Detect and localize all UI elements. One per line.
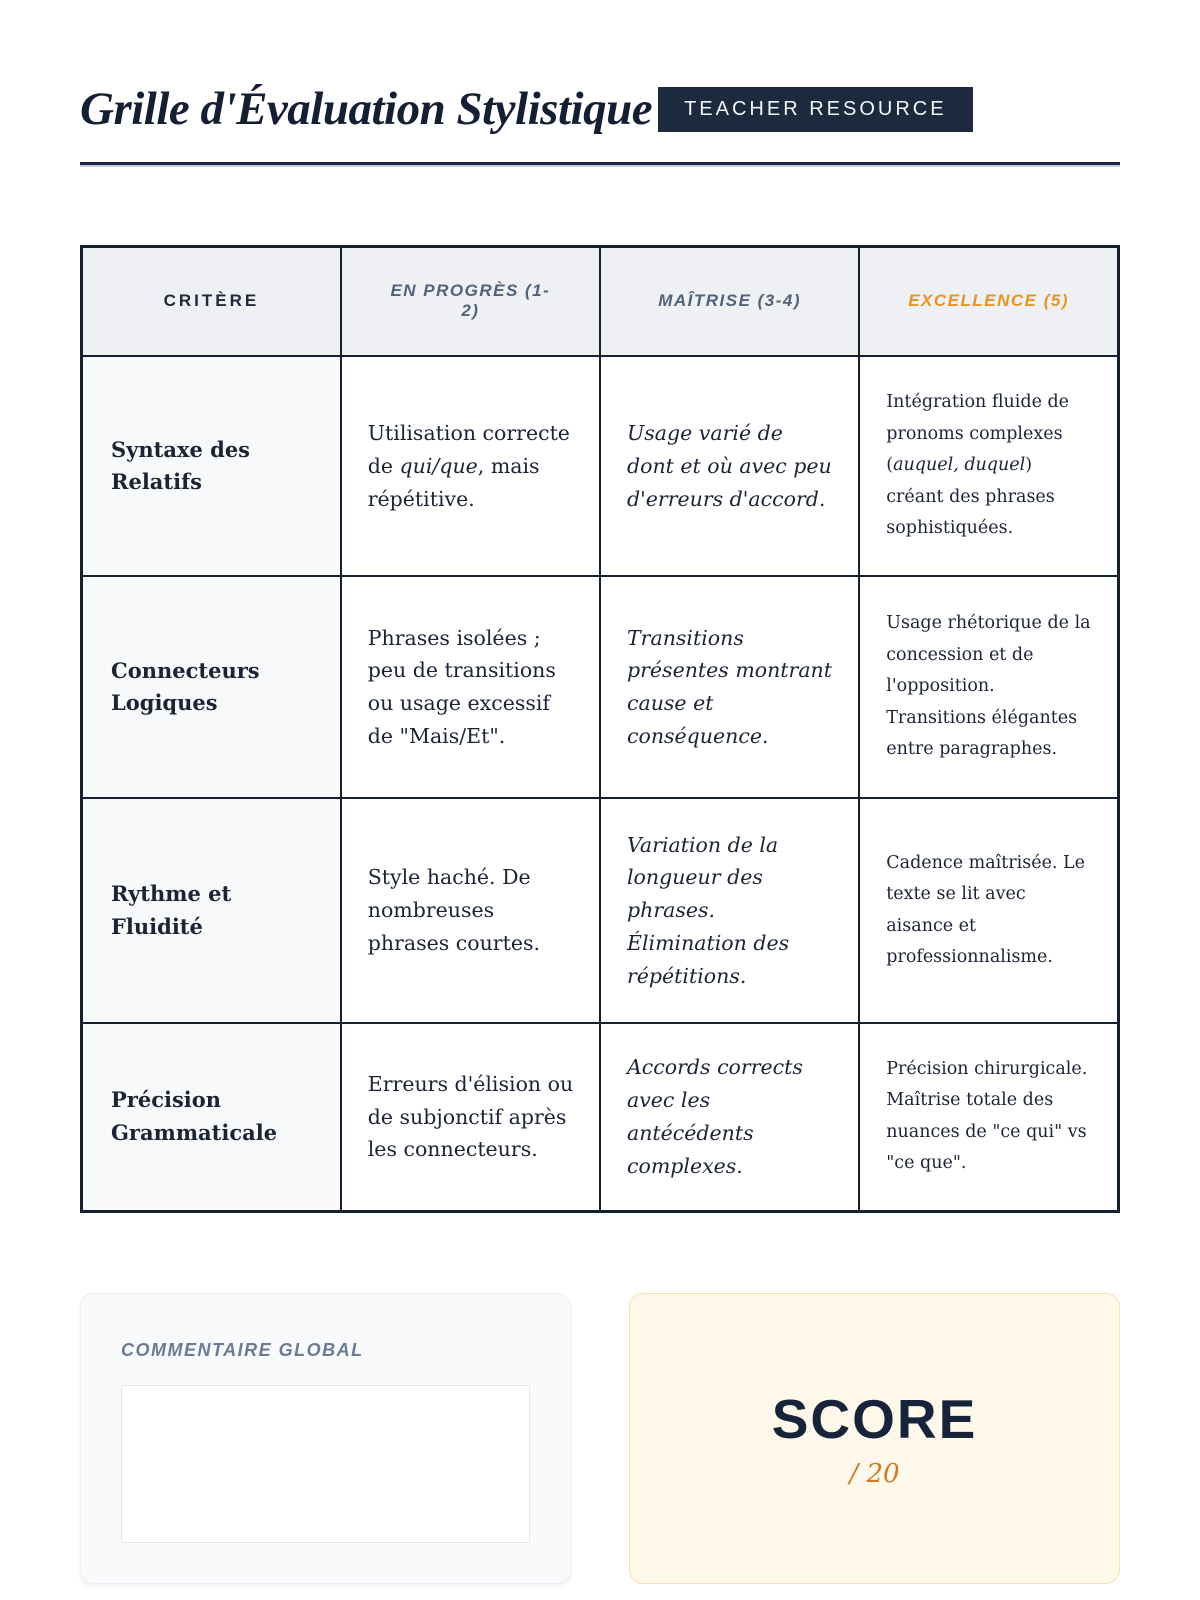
rubric-table — [80, 245, 1120, 1213]
table-row — [82, 798, 1119, 1023]
comment-label: COMMENTAIRE GLOBAL — [121, 1339, 364, 1360]
mastery-cell: Usage varié de dont et où avec peu d'erreurs d'accord. — [600, 356, 859, 576]
table-row — [82, 356, 1119, 576]
column-header-critere: CRITÈRE — [82, 246, 341, 356]
global-comment-panel — [80, 1293, 571, 1584]
excellence-cell: Précision chirurgicale. Maîtrise totale des nuances de "ce qui" vs "ce que". — [859, 1023, 1118, 1211]
progress-cell: Phrases isolées ; peu de transitions ou usage excessif de "Mais/Et". — [341, 576, 600, 798]
score-panel — [629, 1293, 1120, 1584]
progress-cell: Erreurs d'élision ou de subjonctif après les connecteurs. — [341, 1023, 600, 1211]
criterion-cell: Précision Grammaticale — [82, 1023, 341, 1211]
page-header — [80, 84, 1120, 136]
excellence-cell: Intégration fluide de pronoms complexes (auquel, duquel) créant des phrases sophistiquées. — [859, 356, 1118, 576]
criterion-cell: Connecteurs Logiques — [82, 576, 341, 798]
column-header-en-progres: EN PROGRÈS (1-2) — [341, 246, 600, 356]
bottom-panels — [80, 1293, 1120, 1584]
comment-textarea[interactable] — [121, 1385, 530, 1543]
mastery-cell: Transitions présentes montrant cause et conséquence. — [600, 576, 859, 798]
criterion-cell: Rythme et Fluidité — [82, 798, 341, 1023]
table-row — [82, 1023, 1119, 1211]
rubric-header-row — [82, 246, 1119, 356]
score-denominator: / 20 — [849, 1459, 900, 1490]
page-title: Grille d'Évaluation Stylistique — [80, 83, 653, 135]
progress-cell: Style haché. De nombreuses phrases courtes. — [341, 798, 600, 1023]
criterion-cell: Syntaxe des Relatifs — [82, 356, 341, 576]
excellence-cell: Cadence maîtrisée. Le texte se lit avec aisance et professionnalisme. — [859, 798, 1118, 1023]
mastery-cell: Accords corrects avec les antécédents complexes. — [600, 1023, 859, 1211]
excellence-cell: Usage rhétorique de la concession et de l'opposition. Transitions élégantes entre paragraphes. — [859, 576, 1118, 798]
score-label: SCORE — [771, 1388, 978, 1451]
progress-cell: Utilisation correcte de qui/que, mais répétitive. — [341, 356, 600, 576]
column-header-excellence: EXCELLENCE (5) — [859, 246, 1118, 356]
teacher-resource-badge: TEACHER RESOURCE — [658, 87, 972, 132]
column-header-maitrise: MAÎTRISE (3-4) — [600, 246, 859, 356]
table-row — [82, 576, 1119, 798]
mastery-cell: Variation de la longueur des phrases. Élimination des répétitions. — [600, 798, 859, 1023]
title-divider — [80, 162, 1120, 167]
